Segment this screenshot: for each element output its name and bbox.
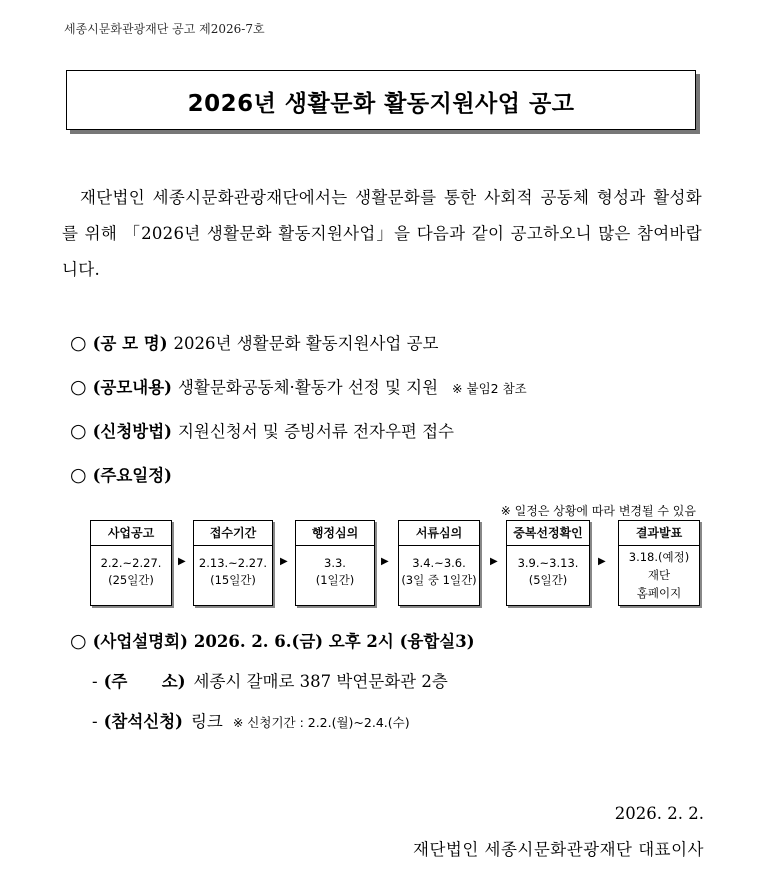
- circle-bullet-icon: ○: [70, 420, 87, 442]
- circle-bullet-icon: ○: [70, 464, 87, 486]
- stage-title: 서류심의: [399, 521, 479, 546]
- schedule-stage-duplicate-check: [506, 520, 590, 606]
- arrow-right-icon: ▶: [178, 556, 186, 567]
- sub-text: 세종시 갈매로 387 박연문화관 2층: [193, 672, 448, 691]
- stage-body: [194, 546, 272, 589]
- item-label: (공 모 명): [92, 334, 168, 353]
- item-briefing-session: [70, 628, 475, 652]
- page-title: 2026년 생활문화 활동지원사업 공고: [187, 91, 575, 117]
- sub-label: (참석신청): [103, 712, 183, 731]
- item-label: (주요일정): [92, 466, 172, 485]
- item-note: ※ 붙임2 참조: [452, 381, 527, 396]
- sub-label: (주 소): [103, 672, 186, 691]
- item-main-schedule: [70, 462, 178, 486]
- announcement-date: 2026. 2. 2.: [614, 804, 704, 823]
- item-label: (사업설명회): [92, 632, 188, 651]
- stage-dates: 2.13.~2.27.: [198, 556, 268, 570]
- arrow-right-icon: ▶: [490, 556, 498, 567]
- schedule-stage-document-review: [398, 520, 480, 606]
- arrow-right-icon: ▶: [598, 556, 606, 567]
- item-application-method: [70, 418, 454, 442]
- item-text: 생활문화공동체·활동가 선정 및 지원: [177, 378, 439, 397]
- stage-place-detail: 홈페이지: [636, 586, 682, 600]
- arrow-right-icon: ▶: [280, 556, 288, 567]
- stage-dates: 3.3.: [324, 556, 346, 570]
- item-label: (공모내용): [92, 378, 172, 397]
- schedule-stage-announcement: [90, 520, 172, 606]
- schedule-stage-result: [618, 520, 700, 606]
- stage-body: [91, 546, 171, 589]
- title-box: [66, 70, 696, 130]
- schedule-stage-application: [193, 520, 273, 606]
- stage-dates: 3.9.~3.13.: [517, 556, 579, 570]
- item-contest-content: [70, 374, 527, 398]
- stage-body: [399, 546, 479, 589]
- stage-duration: (25일간): [108, 573, 154, 587]
- intro-paragraph: 재단법인 세종시문화관광재단에서는 생활문화를 통한 사회적 공동체 형성과 활성화를 위해 「2026년 생활문화 활동지원사업」을 다음과 같이 공고하오니 많은 참여바랍니다.: [62, 188, 702, 279]
- stage-title: 사업공고: [91, 521, 171, 546]
- stage-duration: (15일간): [210, 573, 256, 587]
- stage-dates: 2.2.~2.27.: [100, 556, 162, 570]
- dash: -: [92, 712, 98, 731]
- schedule-note: ※ 일정은 상황에 따라 변경될 수 있음: [500, 504, 696, 518]
- document-number: 세종시문화관광재단 공고 제2026-7호: [64, 22, 265, 36]
- briefing-signup: [92, 708, 410, 732]
- stage-dates: 3.18.(예정): [628, 550, 690, 564]
- circle-bullet-icon: ○: [70, 332, 87, 354]
- stage-title: 행정심의: [296, 521, 374, 546]
- briefing-address: [92, 668, 448, 692]
- stage-title: 접수기간: [194, 521, 272, 546]
- item-text: 지원신청서 및 증빙서류 전자우편 접수: [177, 422, 454, 441]
- signature: 재단법인 세종시문화관광재단 대표이사: [413, 840, 704, 859]
- stage-duration: (3일 중 1일간): [401, 573, 477, 587]
- sub-note: ※ 신청기간 : 2.2.(월)~2.4.(수): [232, 715, 410, 730]
- item-label: (신청방법): [92, 422, 172, 441]
- signup-link[interactable]: 링크: [190, 712, 223, 731]
- item-text: 2026년 생활문화 활동지원사업 공모: [173, 334, 439, 353]
- dash: -: [92, 672, 98, 691]
- circle-bullet-icon: ○: [70, 376, 87, 398]
- item-contest-name: [70, 330, 438, 354]
- stage-body: [507, 546, 589, 589]
- stage-duration: (1일간): [315, 573, 355, 587]
- stage-body: [619, 546, 699, 602]
- stage-place: 재단: [647, 568, 671, 582]
- stage-dates: 3.4.~3.6.: [412, 556, 466, 570]
- stage-body: [296, 546, 374, 589]
- stage-duration: (5일간): [528, 573, 568, 587]
- arrow-right-icon: ▶: [381, 556, 389, 567]
- stage-title: 결과발표: [619, 521, 699, 546]
- item-text: 2026. 2. 6.(금) 오후 2시 (융합실3): [193, 632, 475, 651]
- schedule-stage-admin-review: [295, 520, 375, 606]
- circle-bullet-icon: ○: [70, 630, 87, 652]
- stage-title: 중복선정확인: [507, 521, 589, 546]
